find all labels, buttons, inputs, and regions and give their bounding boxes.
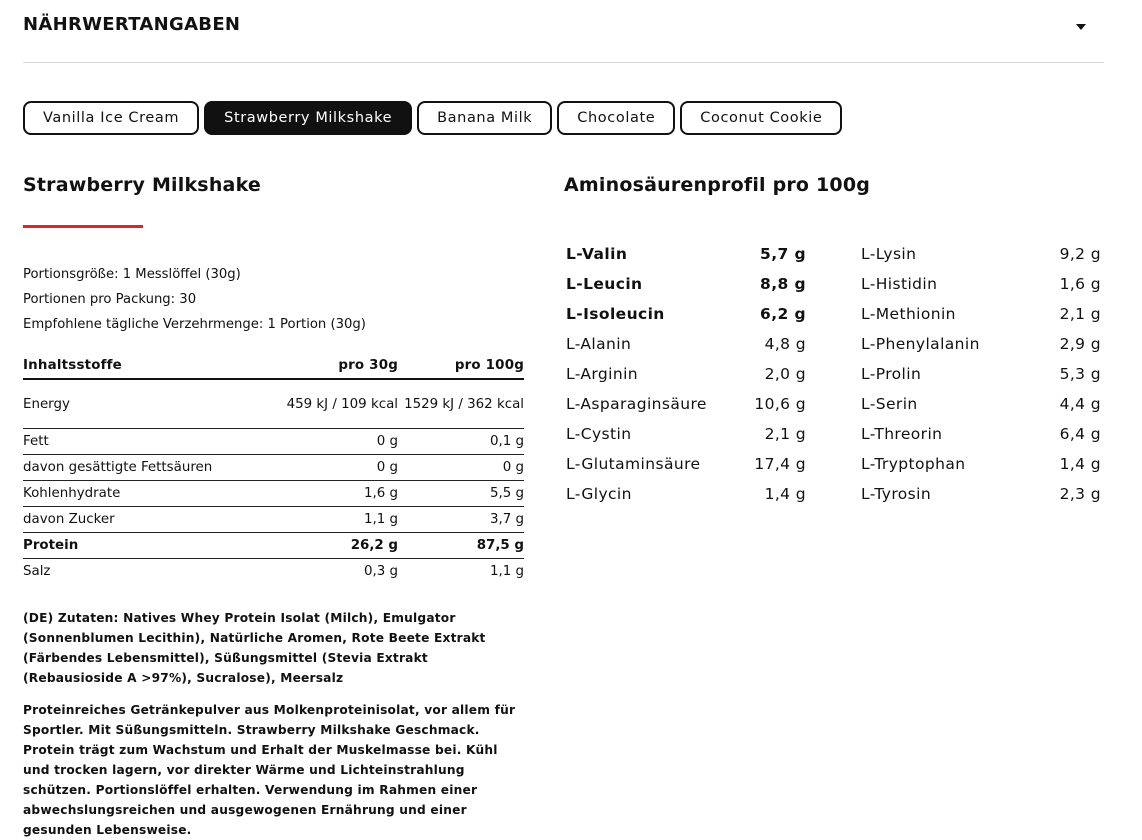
amino-name: L-Glycin [566,485,632,503]
tab-banana-milk[interactable]: Banana Milk [417,101,552,135]
column-header: Inhaltsstoffe [23,352,273,379]
table-row [23,481,524,507]
amino-value: 2,3 g [1059,485,1101,503]
nutrient-value-30g: 0 g [273,429,398,455]
amino-name: L-Alanin [566,335,632,353]
amino-value: 6,4 g [1059,425,1101,443]
section-title: NÄHRWERTANGABEN [23,14,241,35]
daily-intake: Empfohlene tägliche Verzehrmenge: 1 Portion (30g) [23,317,366,332]
amino-name: L-Asparaginsäure [566,395,707,413]
amino-name: L-Valin [566,245,628,263]
amino-name: L-Leucin [566,275,643,293]
nutrient-value-30g: 1,6 g [273,481,398,507]
nutrient-name: Protein [23,533,273,559]
nutrient-name: Fett [23,429,273,455]
nutrient-value-100g: 87,5 g [398,533,524,559]
amino-panel [564,170,1104,503]
nutrient-value-100g: 0,1 g [398,429,524,455]
product-title: Strawberry Milkshake [23,174,261,196]
amino-name: L-Tryptophan [861,455,966,473]
amino-value: 4,8 g [764,335,806,353]
amino-name: L-Histidin [861,275,938,293]
amino-title: Aminosäurenprofil pro 100g [564,174,871,196]
amino-name: L-Prolin [861,365,922,383]
nutrient-value-30g: 1,1 g [273,507,398,533]
amino-value: 2,1 g [764,425,806,443]
serving-size: Portionsgröße: 1 Messlöffel (30g) [23,267,241,282]
amino-value: 1,4 g [1059,455,1101,473]
portion-info [23,262,524,337]
amino-value: 1,4 g [764,485,806,503]
nutrient-name: Salz [23,564,51,579]
nutrient-name: davon Zucker [23,507,273,533]
nutrient-name: Energy [23,379,273,429]
nutrient-name: davon gesättigte Fettsäuren [23,455,273,481]
tab-chocolate[interactable]: Chocolate [557,101,675,135]
amino-row [566,449,806,479]
amino-name: L-Cystin [566,425,632,443]
amino-value: 1,6 g [1059,275,1101,293]
amino-row [861,329,1101,359]
nutrient-value-30g: 26,2 g [273,533,398,559]
amino-row [566,239,806,269]
amino-row [861,449,1101,479]
amino-value: 5,7 g [760,245,806,263]
amino-value: 10,6 g [754,395,806,413]
nutrient-value-100g: 5,5 g [398,481,524,507]
nutrient-value-100g: 0 g [398,455,524,481]
nutrient-name: Kohlenhydrate [23,481,273,507]
amino-value: 2,0 g [764,365,806,383]
nutrient-value-100g: 1529 kJ / 362 kcal [398,379,524,429]
nutrition-panel [23,170,524,840]
nutrient-value-100g: 1,1 g [489,564,524,579]
amino-value: 8,8 g [760,275,806,293]
amino-value: 2,9 g [1059,335,1101,353]
amino-name: L-Threorin [861,425,943,443]
column-header: pro 100g [398,352,524,379]
nutrient-value-30g: 459 kJ / 109 kcal [273,379,398,429]
table-row [23,429,524,455]
table-row [23,507,524,533]
amino-name: L-Phenylalanin [861,335,980,353]
amino-row [861,419,1101,449]
nutrient-value-100g: 3,7 g [398,507,524,533]
amino-row [861,269,1101,299]
amino-row [861,299,1101,329]
nutrition-table [23,352,524,584]
tab-vanilla-ice-cream[interactable]: Vanilla Ice Cream [23,101,199,135]
table-row [23,533,524,559]
amino-row [566,329,806,359]
nutrient-value-30g: 0 g [273,455,398,481]
nutrient-value-30g: 0,3 g [363,564,398,579]
table-row [23,559,524,585]
amino-value: 5,3 g [1059,365,1101,383]
amino-value: 2,1 g [1059,305,1101,323]
amino-value: 9,2 g [1059,245,1101,263]
amino-row [861,389,1101,419]
column-header: pro 30g [273,352,398,379]
amino-value: 4,4 g [1059,395,1101,413]
product-description: Proteinreiches Getränkepulver aus Molkenproteinisolat, vor allem für Sportler. Mit Süßungsmitteln. Strawberry Milkshake Geschmack. Protein trägt zum Wachstum und Erhalt der Muskelmasse bei. Kühl und trocken lagern, vor direkter Wärme und Lichteinstrahlung schützen. Portionslöffel erhalten. Verwendung im Rahmen einer abwechslungsreichen und ausgewogenen Ernährung und einer gesunden Lebensweise. [23,703,516,837]
title-underline [23,225,143,228]
table-header-row [23,352,524,379]
nutrition-accordion-header[interactable] [23,0,1104,63]
amino-name: L-Arginin [566,365,639,383]
amino-row [861,479,1101,509]
amino-value: 17,4 g [754,455,806,473]
amino-name: L-Methionin [861,305,956,323]
amino-row [566,419,806,449]
amino-row [566,269,806,299]
amino-row [861,359,1101,389]
ingredients-text: (DE) Zutaten: Natives Whey Protein Isolat (Milch), Emulgator (Sonnenblumen Lecithin), Natürliche Aromen, Rote Beete Extrakt (Färbendes Lebensmittel), Süßungsmittel (Stevia Extrakt (Rebausioside A >97%), Sucralose), Meersalz [23,611,486,685]
amino-value: 6,2 g [760,305,806,323]
servings-per-pack: Portionen pro Packung: 30 [23,292,197,307]
amino-name: L-Lysin [861,245,917,263]
amino-row [566,479,806,509]
amino-name: L-Isoleucin [566,305,665,323]
tab-coconut-cookie[interactable]: Coconut Cookie [680,101,842,135]
flavor-tabs [23,101,847,135]
amino-name: L-Serin [861,395,918,413]
amino-row [566,299,806,329]
amino-name: L-Tyrosin [861,485,932,503]
caret-down-icon[interactable] [1076,24,1086,30]
amino-name: L-Glutaminsäure [566,455,701,473]
table-row [23,455,524,481]
table-row [23,379,524,429]
amino-row [861,239,1101,269]
amino-row [566,389,806,419]
tab-strawberry-milkshake[interactable]: Strawberry Milkshake [204,101,412,135]
amino-row [566,359,806,389]
